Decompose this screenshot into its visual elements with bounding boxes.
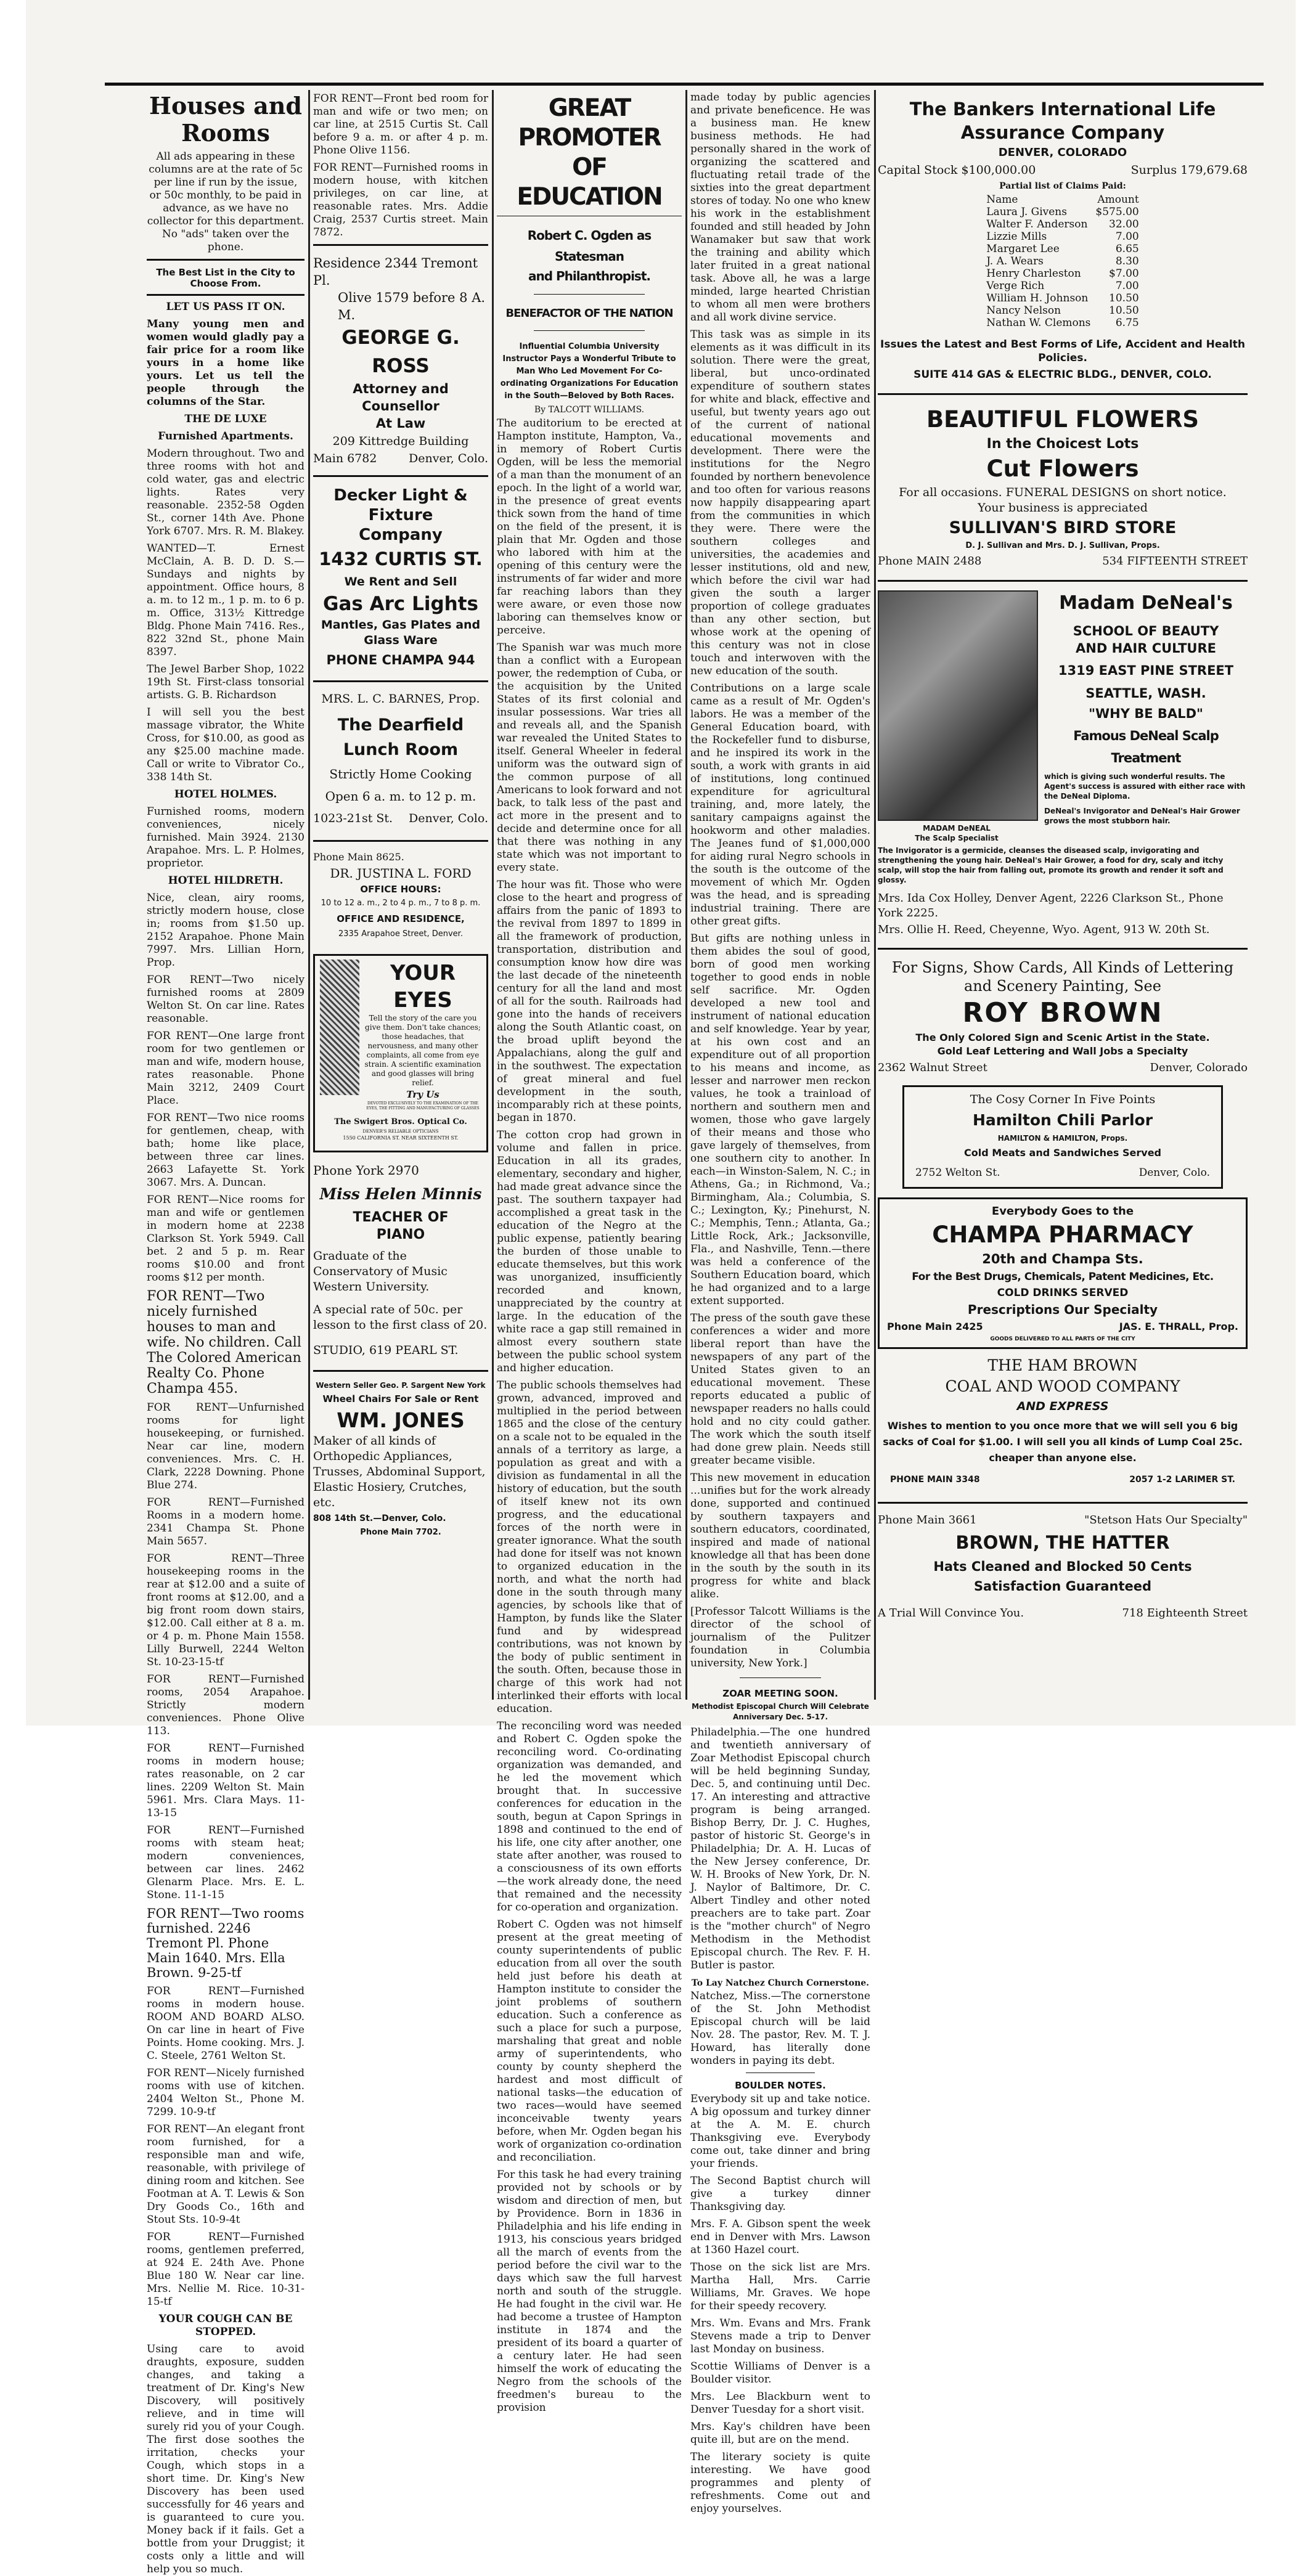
claims-table (984, 194, 1141, 329)
dearfield-ad (313, 687, 488, 835)
eyes-try: Try Us (406, 1089, 439, 1100)
deneal-ad (878, 587, 1248, 943)
eyes-company: The Swigert Bros. Optical Co. (334, 1117, 467, 1127)
jones-wheel: Wheel Chairs For Sale or Rent (322, 1393, 479, 1404)
table-row (984, 292, 1141, 304)
chili-props: HAMILTON & HAMILTON, Props. (997, 1134, 1128, 1143)
minnis-phone: Phone York 2970 (313, 1163, 419, 1178)
ross-name: GEORGE G. ROSS (341, 327, 460, 377)
ham-brown-ad (878, 1349, 1248, 1497)
champa-goods: GOODS DELIVERED TO ALL PARTS OF THE CITY (990, 1336, 1135, 1342)
column-rule (308, 90, 310, 1700)
eyes-devoted: DEVOTED EXCLUSIVELY TO THE EXAMINATION OF THE EYES, THE FITTING AND MANUFACTURING OF GLASSES (366, 1101, 480, 1111)
ham-phone: PHONE MAIN 3348 (890, 1475, 980, 1485)
minnis-grad: Graduate of the Conservatory of Music Western University. (313, 1249, 448, 1294)
bankers-name: The Bankers International Life (909, 99, 1216, 120)
article-continued-column (690, 90, 870, 2515)
table-row (984, 317, 1141, 329)
claim-name: Laura J. Givens (986, 206, 1067, 218)
ad-title: LET US PASS IT ON. (166, 301, 285, 313)
sullivan-phone: Phone MAIN 2488 (878, 555, 982, 568)
jones-address: 808 14th St.—Denver, Colo. (313, 1514, 446, 1523)
classified-ad: FOR RENT—One large front room for two gentlemen or man and wife, modern house, rates reasonable. Phone Main 3212, 2409 Court Place. (147, 1030, 305, 1107)
article-paragraph: The auditorium to be erected at Hampton institute, Hampton, Va., in memory of Robert Curtis Ogden, will be less the memorial of a man than the monument of an epoch. In the light of a world war, in the presence of great events thick sown from the hand of time on the field of the present, it is plain that Mr. Ogden and those who labored with him at the opening of this century were the instruments of far wider and more far reaching labors than they were aware, or even those now laboring can themselves know or perceive. (497, 417, 682, 637)
decker-phone: PHONE CHAMPA 944 (326, 653, 475, 667)
flowers-appreciated: Your business is appreciated (978, 501, 1148, 515)
claim-name: Verge Rich (986, 280, 1045, 292)
ford-phone: Phone Main 8625. (313, 851, 404, 863)
claims-header-amount: Amount (1097, 194, 1139, 206)
dearfield-address: 1023-21st St. (313, 812, 393, 825)
article-paragraph: The press of the south gave these conferences a wider and more liberal report than have the newspapers of any part of the United States given to an educational movement. These reports educated a public of newspaper readers no halls could hold and no city could gather. The work which the south itself had done grew plain. Needs still greater became visible. (690, 1312, 870, 1467)
sullivan-props: D. J. Sullivan and Mrs. D. J. Sullivan, Props. (965, 541, 1160, 550)
claim-name: Margaret Lee (986, 243, 1060, 255)
deneal-invigorator: DeNeal's Invigorator and DeNeal's Hair Grower grows the most stubborn hair. (1044, 807, 1240, 825)
ham-company: COAL AND WOOD COMPANY (945, 1377, 1180, 1395)
classified-ad: FOR RENT—Nicely furnished rooms with use of kitchen. 2404 Welton St., Phone M. 7299. 10-9-tf (147, 2067, 305, 2118)
article-summary: Influential Columbia University Instructor Pays a Wonderful Tribute to Man Who Led Movement For Co-ordinating Organizations For Education in the South—Beloved by Both Races. (500, 342, 679, 401)
classified-ad: FOR RENT—Nice rooms for man and wife or gentlemen in modern home at 2238 Clarkson St. York 5949. Call bet. 2 and 5 p. m. Rear rooms $10.00 and front rooms $12 per month. (147, 1194, 305, 1284)
boulder-note: Mrs. Wm. Evans and Mrs. Frank Stevens made a trip to Denver last Monday on business. (690, 2317, 870, 2355)
chili-meats: Cold Meats and Sandwiches Served (963, 1147, 1161, 1159)
bankers-ad (878, 90, 1248, 388)
ford-ad (313, 847, 488, 945)
champa-best: For the Best Drugs, Chemicals, Patent Medicines, Etc. (912, 1271, 1214, 1283)
chili-corner: The Cosy Corner In Five Points (970, 1093, 1156, 1106)
article-paragraph: For this task he had every training provided not by schools or by wisdom and direction of men, but by Providence. Born in 1836 in Philadelphia and his life ending in 1913, his conscious years bridged all the march of events from the period before the civil war to the days which saw the full harvest north and south of the struggle. He had fought in the civil war. He had become a trustee of Hampton institute in 1874 and the president of its board a quarter of a century later. He had seen himself the work of educating the Negro from the schools of the freedmen's bureau to the provision (497, 2169, 682, 2414)
ford-office-label: OFFICE HOURS: (360, 884, 441, 895)
cut-flowers: Cut Flowers (986, 455, 1139, 482)
hatter-cleaned: Hats Cleaned and Blocked 50 Cents (933, 1559, 1192, 1574)
article-paragraph: This new movement in education ...unifies but for the work already done, supported and continued by southern taxpayers and southern educators, coordinated, inspired and made of national knowledge all that has been done in the south by the south in its progress for white and black alike. (690, 1472, 870, 1600)
champa-name: CHAMPA PHARMACY (932, 1221, 1193, 1248)
zoar-body: Philadelphia.—The one hundred and twentieth anniversary of Zoar Methodist Episcopal church will be held beginning Sunday, Dec. 5, and continuing until Dec. 17. An interesting and attractive program is being arranged. Bishop Berry, Dr. J. C. Hughes, pastor of historic St. George's in Philadelphia; Dr. A. H. Lucas of the New Jersey conference, Dr. W. H. Brooks of New York, Dr. N. J. Naylor of Baltimore, Dr. C. Albert Tindley and other noted preachers are to take part. Zoar is the "mother church" of Negro Methodism in the Methodist Episcopal church. The Rev. F. H. Butler is pastor. (690, 1726, 870, 1971)
bankers-issues: Issues the Latest and Best Forms of Life, Accident and Health Policies. (880, 338, 1245, 364)
article-paragraph: The hour was fit. Those who were close to the heart and progress of affairs from the panic of 1893 to the revival from 1897 to 1899 in all the framework of production, transportation, distribution and consumption know how dire was the last decade of the nineteenth century for all the land and most of all for the south. Railroads had gone into the hands of receivers along the South Atlantic coast, on the broad uplift beyond the Appalachians, along the gulf and in the southwest. The expectation of great mineral and fuel development in the south, incomparably rich at these points, began in 1870. (497, 879, 682, 1124)
article-column (497, 90, 682, 2414)
boulder-note: Those on the sick list are Mrs. Martha Hall, Mrs. Carrie Williams, Mr. Graves. We hope for their speedy recovery. (690, 2261, 870, 2312)
boulder-note: Everybody sit up and take notice. A big opossum and turkey dinner at the A. M. E. church Thanksgiving eve. Everybody come out, take dinner and bring your friends. (690, 2093, 870, 2170)
eyes-sub: DENVER'S RELIABLE OPTICIANS (362, 1129, 439, 1134)
hatter-trial: A Trial Will Convince You. (878, 1607, 1024, 1620)
roy-name: ROY BROWN (962, 997, 1163, 1029)
dearfield-city: Denver, Colo. (409, 812, 488, 825)
deneal-city: SEATTLE, WASH. (1085, 686, 1206, 701)
headline-2: OF EDUCATION (517, 153, 662, 211)
deneal-school2: AND HAIR CULTURE (1076, 641, 1216, 656)
ford-name: DR. JUSTINA L. FORD (330, 866, 472, 881)
ad-title: HOTEL HILDRETH. (168, 874, 284, 887)
decker-glass: Glass Ware (364, 634, 438, 647)
best-list-banner: The Best List in the City to Choose From. (156, 267, 295, 289)
classified-ad: FOR RENT—Furnished rooms in modern house, with kitchen privileges, on car line, at reasonable rates. Mrs. Addie Craig, 2537 Curtis street. Main 7872. (313, 161, 488, 238)
classified-ad: FOR RENT—Furnished rooms, 2054 Arapahoe. Strictly modern conveniences. Phone Olive 113. (147, 1673, 305, 1737)
deneal-famous: Famous DeNeal Scalp Treatment (1073, 728, 1219, 765)
champa-prescriptions: Prescriptions Our Specialty (967, 1302, 1158, 1317)
deneal-caption2: The Scalp Specialist (915, 834, 999, 842)
claim-name: William H. Johnson (986, 292, 1089, 304)
surplus: Surplus 179,679.68 (1130, 163, 1248, 177)
minnis-rate: A special rate of 50c. per lesson to the first class of 20. (313, 1303, 488, 1332)
minnis-name: Miss Helen Minnis (319, 1185, 482, 1203)
boulder-note: Scottie Williams of Denver is a Boulder visitor. (690, 2360, 870, 2386)
deck-3: BENEFACTOR OF THE NATION (505, 307, 673, 320)
byline: By TALCOTT WILLIAMS. (534, 405, 645, 415)
deneal-bald: "WHY BE BALD" (1089, 706, 1203, 721)
dearfield-name2: Lunch Room (343, 740, 459, 759)
column-rule (874, 90, 876, 1700)
ad-body: Modern throughout. Two and three rooms with hot and cold water, gas and electric lights. Rates very reasonable. 2352-58 Ogden St., corner 14th Ave. Phone York 6707. Mrs. R. M. Blakey. (147, 447, 305, 537)
ad-body: Using care to avoid draughts, exposure, sudden changes, and taking a treatment of Dr. King's New Discovery, will positively relieve, and in time will surely rid you of your Cough. The first dose soothes the irritation, checks your Cough, which stops in a short time. Dr. King's New Discovery has been used successfully for 46 years and is guaranteed to cure you. Money back if it fails. Get a bottle from your Druggist; it costs only a little and will help you so much. (147, 2343, 305, 2575)
houses-and-rooms-column (147, 90, 305, 2575)
table-row (984, 255, 1141, 267)
ad-body: The Jewel Barber Shop, 1022 19th St. First-class tonsorial artists. G. B. Richardson (147, 663, 305, 701)
zoar-title: ZOAR MEETING SOON. (722, 1688, 838, 1699)
decker-company: Company (359, 526, 443, 544)
claim-amount: 8.30 (1115, 255, 1139, 267)
sullivan-name: SULLIVAN'S BIRD STORE (949, 518, 1177, 537)
deneal-address: 1319 EAST PINE STREET (1058, 663, 1234, 678)
deneal-results: which is giving such wonderful results. The Agent's success is assured with either race with the DeNeal Diploma. (1044, 772, 1246, 801)
flowers-choicest: In the Choicest Lots (986, 436, 1139, 452)
author-note: [Professor Talcott Williams is the director of the school of journalism of the Pulitzer foundation in Columbia university, New York.] (690, 1605, 870, 1669)
ad-body: I will sell you the best massage vibrator, the White Cross, for $10.00, as good as any $25.00 machine made. Call or write to Vibrator Co., 338 14th St. (147, 706, 305, 783)
champa-prop: JAS. E. THRALL, Prop. (1119, 1321, 1238, 1332)
ford-hours: 10 to 12 a. m., 2 to 4 p. m., 7 to 8 p. m. (321, 899, 481, 908)
boulder-note: Mrs. F. A. Gibson spent the week end in Denver with Mrs. Lawson at 1360 Hazel court. (690, 2218, 870, 2256)
boulder-note: Mrs. Kay's children have been quite ill, but are on the mend. (690, 2421, 870, 2446)
decker-rent: We Rent and Sell (344, 575, 457, 589)
dearfield-cooking: Strictly Home Cooking (329, 767, 472, 781)
deneal-germicide: The Invigorator is a germicide, cleanses the diseased scalp, invigorating and strengthening the young hair. DeNeal's Hair Grower, a food for dry, scaly and itchy scalp, will stop the hair from falling out, promote its growth and render it soft and glossy. (878, 846, 1224, 884)
ross-title: Attorney and Counsellor (353, 381, 449, 414)
classified-ad: FOR RENT—An elegant front room furnished, for a responsible man and wife, reasonable, with privilege of dining room and kitchen. See Footman at A. T. Lewis & Son Dry Goods Co., 16th and Stout Sts. 10-9-4t (147, 2123, 305, 2226)
minnis-piano: PIANO (376, 1227, 425, 1242)
capital-stock: Capital Stock $100,000.00 (878, 163, 1036, 177)
article-paragraph: Robert C. Ogden was not himself present at the great meeting of county superintendents of public education from all over the south held just before his death at Hampton institute to consider the joint problems of southern education. Such a conference as such a place for such a purpose, marshaling that great and noble army of superintendents, who county by county shepherd the hardest and most difficult of national tasks—the education of two races—would have seemed inconceivable twenty years before, when Mr. Ogden began his work of organization co-ordination and reconciliation. (497, 1918, 682, 2164)
claim-amount: $575.00 (1095, 206, 1139, 218)
claim-name: Lizzie Mills (986, 230, 1047, 243)
boulder-note: The literary society is quite interesting. We have good programmes and plenty of refreshments. Come out and enjoy yourselves. (690, 2451, 870, 2515)
jones-name: WM. JONES (337, 1408, 465, 1432)
claim-amount: 6.75 (1115, 317, 1139, 329)
roy-only: The Only Colored Sign and Scenic Artist in the State. (915, 1032, 1210, 1043)
ad-subtitle: Furnished Apartments. (158, 430, 293, 442)
jones-phone: Phone Main 7702. (360, 1528, 441, 1537)
claim-name: J. A. Wears (986, 255, 1044, 267)
advertisements-column (878, 90, 1248, 1700)
eyes-title: YOUR EYES (390, 961, 456, 1013)
claim-amount: 7.00 (1115, 230, 1139, 243)
eyes-address: 1550 CALIFORNIA ST. NEAR SIXTEENTH ST. (343, 1135, 459, 1141)
boulder-note: The Second Baptist church will give a turkey dinner Thanksgiving day. (690, 2175, 870, 2213)
ross-main: Main 6782 (313, 452, 377, 465)
ham-body: Wishes to mention to you once more that we will sell you 6 big sacks of Coal for $1.00. I will sell you all kinds of Lump Coal 25c. cheaper than anyone else. (883, 1420, 1243, 1464)
ad-title: HOTEL HOLMES. (174, 788, 277, 801)
column-rule (492, 90, 494, 1700)
deneal-agent-denver: Mrs. Ida Cox Holley, Denver Agent, 2226 Clarkson St., Phone York 2225. (878, 892, 1224, 919)
article-paragraph: But gifts are nothing unless in them abides the soul of good, born of good men working together to good ends in noble self sacrifice. Mr. Ogden developed a new tool and instrument of national education and self knowledge. Year by year, at his own cost and an expenditure out of all proportion to his means and income, as lesser and narrower men reckon values, he took a trainload of northern and southern men and women, those who gave largely of their means and those who gave largely of themselves, from one southern city to another. In each—in Winston-Salem, N. C.; in Athens, Ga.; in Richmond, Va.; Birmingham, Ala.; Columbia, S. C.; Lexington, Ky.; Pinehurst, N. C.; Memphis, Tenn.; Atlanta, Ga.; Little Rock, Ark.; Jacksonville, Fla., and Nashville, Tenn.—there was held a conference of the Southern Education board, which he had organized and to a large extent supported. (690, 932, 870, 1307)
deneal-agent-cheyenne: Mrs. Ollie H. Reed, Cheyenne, Wyo. Agent, 913 W. 20th St. (878, 923, 1210, 936)
business-cards-column (313, 90, 488, 1700)
swigert-optical-ad (313, 954, 488, 1152)
champa-address: 20th and Champa Sts. (982, 1252, 1143, 1266)
eyes-body: Tell the story of the care you give them. Don't take chances; those headaches, that nervousness, and many other complaints, all come from eye strain. A scientific examination and good glasses will bring relief. (364, 1014, 481, 1087)
hamilton-chili-ad (902, 1085, 1223, 1189)
jones-body: Maker of all kinds of Orthopedic Appliances, Trusses, Abdominal Support, Elastic Hosiery, Crutches, etc. (313, 1434, 486, 1509)
boulder-title: BOULDER NOTES. (735, 2080, 826, 2091)
table-row (984, 304, 1141, 317)
classified-ad: FOR RENT—Furnished rooms in modern house. ROOM AND BOARD ALSO. On car line in heart of Five Points. Home cooking. Mrs. J. C. Steele, 2761 Welton St. (147, 1985, 305, 2062)
deneal-school: SCHOOL OF BEAUTY (1073, 624, 1219, 638)
classified-ad: FOR RENT—Furnished Rooms in a modern home. 2341 Champa St. Phone Main 5657. (147, 1496, 305, 1547)
champa-pharmacy-ad (878, 1197, 1248, 1349)
sullivan-ad (878, 400, 1248, 575)
hatter-address: 718 Eighteenth Street (1122, 1607, 1248, 1620)
classified-ad-large: FOR RENT—Two rooms furnished. 2246 Tremont Pl. Phone Main 1640. Mrs. Ella Brown. 9-25-tf (147, 1906, 305, 1980)
table-row (984, 230, 1141, 243)
dearfield-hours: Open 6 a. m. to 12 p. m. (325, 789, 476, 804)
claim-amount: 7.00 (1115, 280, 1139, 292)
dearfield-name: The Dearfield (337, 715, 464, 735)
bankers-company: Assurance Company (960, 122, 1165, 143)
column-rule (685, 90, 687, 1700)
roy-city: Denver, Colorado (1150, 1061, 1248, 1074)
deneal-portrait (878, 590, 1038, 821)
chili-city: Denver, Colo. (1138, 1167, 1210, 1179)
classified-ad-large: FOR RENT—Two nicely furnished houses to man and wife. No children. Call The Colored American Realty Co. Phone Champa 455. (147, 1289, 301, 1396)
hatter-name: BROWN, THE HATTER (955, 1532, 1170, 1553)
roy-signs: For Signs, Show Cards, All Kinds of Lettering (891, 959, 1234, 976)
ross-ad (313, 251, 488, 470)
claim-amount: $7.00 (1109, 267, 1139, 280)
classified-ad: FOR RENT—Unfurnished rooms for light housekeeping, or furnished. Near car line, modern conveniences. Mrs. C. H. Clark, 2228 Downing. Phone Blue 274. (147, 1401, 305, 1491)
classified-ad: FOR RENT—Furnished rooms in modern house; rates reasonable, on 2 car lines. 2209 Welton St. Main 5961. Mrs. Clara Mays. 11-13-15 (147, 1742, 305, 1819)
deneal-title: Madam DeNeal's (1059, 592, 1233, 614)
article-paragraph: This task was as simple in its elements as it was difficult in its solution. There were the great, liberal, but unco-ordinated expenditure of southern states for white and black, effective and useful, but twenty years ago out of the current of national educational movements and development. There were the institutions for the Negro founded by northern benevolence and too often for various reasons now happily disappearing apart from the communities in which they were. There were the southern colleges and universities, the academies and lesser institutions, old and new, which before the civil war had given the south a larger proportion of college graduates than any other section, but whose work at the opening of this century was not in close touch and interwoven with the new education of the south. (690, 328, 870, 677)
ad-body: Furnished rooms, modern conveniences, nicely furnished. Main 3924. 2130 Arapahoe. Mrs. L. P. Holmes, proprietor. (147, 805, 305, 870)
dearfield-prop: MRS. L. C. BARNES, Prop. (321, 692, 480, 706)
table-row (984, 218, 1141, 230)
natchez-body: Natchez, Miss.—The cornerstone of the St. John Methodist Episcopal church will be laid Nov. 28. The pastor, Rev. M. T. J. Howard, has literally done wonders in paying its debt. (690, 1990, 870, 2067)
roy-scenery: and Scenery Painting, See (964, 977, 1161, 995)
champa-phone: Phone Main 2425 (887, 1321, 983, 1332)
roy-gold: Gold Leaf Lettering and Wall Jobs a Specialty (937, 1045, 1188, 1057)
claim-name: Walter F. Anderson (986, 218, 1088, 230)
ad-body: Many young men and women would gladly pay a fair price for a room like yours in a home like yours. Let us tell the people through the columns of the Star. (147, 318, 305, 408)
minnis-ad (313, 1157, 488, 1365)
roy-brown-ad (878, 955, 1248, 1082)
ross-title2: At Law (375, 416, 426, 431)
brown-hatter-ad (878, 1509, 1248, 1629)
ad-title: THE DE LUXE (184, 413, 267, 425)
ross-phone: Olive 1579 before 8 A. M. (338, 290, 486, 322)
table-row (984, 243, 1141, 255)
classified-ad: FOR RENT—Furnished rooms with steam heat; modern conveniences, between car lines. 2462 Glenarm Place. Mrs. E. L. Stone. 11-1-15 (147, 1824, 305, 1901)
decker-gas: Gas Arc Lights (323, 593, 478, 615)
claim-name: Henry Charleston (986, 267, 1081, 280)
ford-address: 2335 Arapahoe Street, Denver. (338, 929, 463, 939)
ornament-left (320, 960, 359, 1095)
champa-everybody: Everybody Goes to the (991, 1205, 1134, 1218)
zoar-deck: Methodist Episcopal Church Will Celebrate Anniversary Dec. 5-17. (692, 1702, 869, 1721)
chili-name: Hamilton Chili Parlor (972, 1111, 1153, 1129)
article-paragraph: made today by public agencies and private beneficence. He was a business man. He knew business methods. He had personally shared in the work of organizing the scattered and fluctuating retail trade of the sixties into the great department stores of today. No one who knew his work in the establishment founded and still headed by John Wanamaker but saw that work the training and ability which later fruited in a great national task. Above all, he was a large minded, large hearted Christian to whom all men were brothers and all work divine service. (690, 91, 870, 324)
claim-amount: 6.65 (1115, 243, 1139, 255)
ham-address: 2057 1-2 LARIMER ST. (1129, 1475, 1235, 1485)
table-row (984, 267, 1141, 280)
ham-express: AND EXPRESS (1016, 1400, 1109, 1413)
deck-2: and Philanthropist. (528, 269, 650, 283)
claims-title: Partial list of Claims Paid: (999, 181, 1126, 191)
bankers-city: DENVER, COLORADO (998, 146, 1127, 159)
ross-residence: Residence 2344 Tremont Pl. (313, 256, 478, 288)
deneal-caption: MADAM DeNEAL (923, 824, 991, 833)
ham-name: THE HAM BROWN (987, 1356, 1138, 1374)
hatter-phone: Phone Main 3661 (878, 1514, 977, 1526)
ford-residence: OFFICE AND RESIDENCE, (337, 913, 465, 924)
claim-name: Nancy Nelson (986, 304, 1061, 317)
section-heading: Houses and Rooms (149, 92, 302, 147)
claim-name: Nathan W. Clemons (986, 317, 1091, 329)
ad-title: YOUR COUGH CAN BE STOPPED. (158, 2313, 293, 2338)
table-row (984, 280, 1141, 292)
decker-address: 1432 CURTIS ST. (319, 548, 483, 569)
classified-ad: FOR RENT—Front bed room for man and wife or two men; on car line, at 2515 Curtis St. Call before 9 a. m. or after 4 p. m. Phone Olive 1156. (313, 92, 488, 157)
article-paragraph: The reconciling word was needed and Robert C. Ogden spoke the reconciling word. Co-ordinating organization was demanded, and he led the movement which brought that. In successive conferences for education in the south, begun at Capon Springs in 1898 and continued to the end of his life, one city after another, one state after another, was roused to a consciousness of its own efforts—the work already done, the need that remained and the necessity for co-operation and organization. (497, 1720, 682, 1914)
decker-ad (313, 482, 488, 675)
jones-ad (313, 1377, 488, 1543)
article-paragraph: The public schools themselves had grown, advanced, improved and multiplied in the period between 1865 and the close of the century on a scale not to be equaled in the annals of a territory as large, a population as great and with a division as fundamental in all the history of education, but the south of itself knew not its own progress, and the educational forces of the north were in greater ignorance. What the south had done for itself was not known to organized education in the north, and what the north had done in the south through many agencies, by schools like that of Hampton, by funds like the Slater fund and by widespread contributions, was not known by the body of public sentiment in the south. Often, because those in charge of this work had not interlinked their efforts with local education. (497, 1379, 682, 1715)
minnis-studio: STUDIO, 619 PEARL ST. (313, 1343, 459, 1357)
hatter-satisfaction: Satisfaction Guaranteed (973, 1579, 1152, 1594)
top-rule (105, 83, 1264, 86)
minnis-teacher: TEACHER OF (353, 1210, 449, 1225)
boulder-note: Mrs. Lee Blackburn went to Denver Tuesday for a short visit. (690, 2391, 870, 2416)
article-paragraph: The Spanish war was much more than a conflict with a European power, the redemption of Cuba, or the acquisition by the United States of its first colonial and insular possessions. War tries all and reveals all, and the Spanish war revealed the United States to itself. General Wheeler in federal uniform was the outward sign of the common purpose of all Americans to look forward and not back, to talk less of the past and act more in the present and to decide and determine once for all that there was nothing in any state which was not important to every state. (497, 642, 682, 874)
ross-city: Denver, Colo. (409, 452, 488, 465)
claim-amount: 32.00 (1109, 218, 1139, 230)
deck-1: Robert C. Ogden as Statesman (527, 228, 652, 264)
decker-name: Decker Light & Fixture (333, 486, 468, 524)
classified-ad: FOR RENT—Three housekeeping rooms in the rear at $12.00 and a suite of front rooms at $12.00, and a big front room down stairs, $12.00. Call either at 8 a. m. or 4 p. m. Phone Main 1558. Lilly Burwell, 2244 Welton St. 10-23-15-tf (147, 1552, 305, 1668)
ross-address: 209 Kittredge Building (332, 434, 469, 448)
claims-header-name: Name (986, 194, 1018, 206)
roy-address: 2362 Walnut Street (878, 1061, 987, 1074)
natchez-title: To Lay Natchez Church Cornerstone. (691, 1978, 870, 1988)
bankers-suite: SUITE 414 GAS & ELECTRIC BLDG., DENVER, COLO. (914, 369, 1212, 381)
classified-ad: FOR RENT—Furnished rooms, gentlemen preferred, at 924 E. 24th Ave. Phone Blue 180 W. Near car line. Mrs. Nellie M. Rice. 10-31-15-tf (147, 2231, 305, 2308)
headline: GREAT PROMOTER (518, 94, 661, 152)
classified-ad: FOR RENT—Two nicely furnished rooms at 2809 Welton St. On car line. Rates reasonable. (147, 974, 305, 1025)
table-row (984, 206, 1141, 218)
rates-notice: All ads appearing in these columns are at the rate of 5c per line if run by the issue, or 50c monthly, to be paid in advance, as we have no collector for this department. No "ads" taken over the phone. (147, 150, 305, 253)
claim-amount: 10.50 (1109, 304, 1139, 317)
ad-body: Nice, clean, airy rooms, strictly modern house, close in; rooms from $1.50 up. 2152 Arapahoe. Phone Main 7997. Mrs. Lillian Horn, Prop. (147, 892, 305, 969)
claim-amount: 10.50 (1109, 292, 1139, 304)
article-paragraph: The cotton crop had grown in volume and fallen in price. Education in all its grades, elementary, secondary and higher, had made great advance since the past. The southern taxpayer had accomplished a great task in the education of the Negro at the public expense, patiently bearing the burden of those unable to educate themselves, but this work was unorganized, insufficiently recorded and known, unappreciated by the country at large. In the education of the white race a gap still remained in almost every southern state between the public school system and higher education. (497, 1129, 682, 1374)
sullivan-address: 534 FIFTEENTH STREET (1102, 555, 1248, 568)
hatter-slogan: "Stetson Hats Our Specialty" (1084, 1514, 1248, 1526)
article-paragraph: Contributions on a large scale came as a result of Mr. Ogden's labors. He was a member of the General Education board, with the Rockefeller fund to disburse, and he inspired its work in the south, a work with grants in aid of institutions, long continued expenditure for agricultural training, and, more lately, the sanitary campaigns against the hookworm and other maladies. The Jeanes fund of $1,000,000 for aiding rural Negro schools in the south is the outcome of the movement of which Mr. Ogden was the head, and is spreading industrial training. There are other great gifts. (690, 682, 870, 927)
ad-body: WANTED—T. Ernest McClain, A. B. D. D. S.—Sundays and nights by appointment. Office hours, 8 a. m. to 12 m., 1 p. m. to 6 p. m. Office, 313½ Kittredge Bldg. Phone Main 7416. Res., 822 32nd St., phone Main 8397. (147, 542, 305, 658)
chili-address: 2752 Welton St. (915, 1167, 1000, 1179)
decker-mantles: Mantles, Gas Plates and (321, 618, 481, 632)
flowers-occasions: For all occasions. FUNERAL DESIGNS on short notice. (899, 486, 1227, 499)
flowers-title: BEAUTIFUL FLOWERS (926, 406, 1199, 433)
jones-seller: Western Seller Geo. P. Sargent New York (316, 1381, 486, 1390)
classified-ad: FOR RENT—Two nice rooms for gentlemen, cheap, with bath; home like place, between three car lines. 2663 Lafayette St. York 3067. Mrs. A. Duncan. (147, 1112, 305, 1189)
champa-cold: COLD DRINKS SERVED (997, 1287, 1129, 1299)
